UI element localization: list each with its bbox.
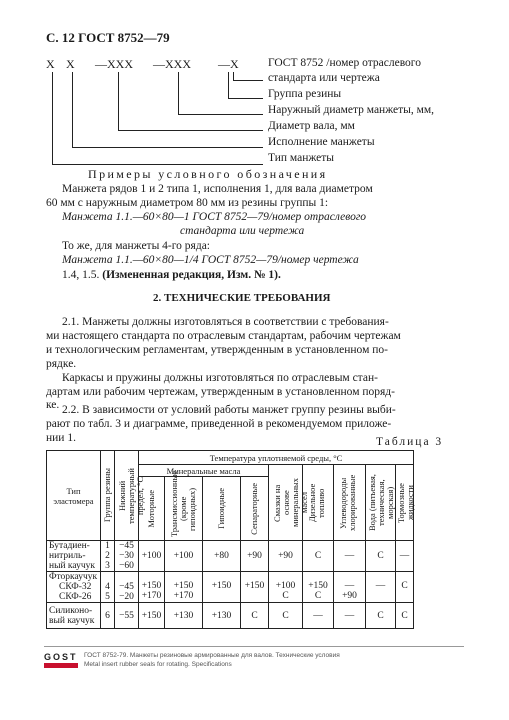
code-part-group: —X xyxy=(218,57,239,71)
table-caption: Таблица 3 xyxy=(376,436,444,448)
th-hypoid: Гипоидные xyxy=(203,477,241,541)
label-gost: ГОСТ 8752 /номер отраслевого xyxy=(268,57,421,69)
para-2-2-line-3: нии 1. xyxy=(46,432,76,444)
th-temperature: Температура уплотняемой среды, °С xyxy=(139,451,414,465)
example-line-4: стандарта или чертежа xyxy=(180,225,305,237)
example-line-1: Манжета рядов 1 и 2 типа 1, исполнения 1, для вала диаметром xyxy=(62,183,373,195)
para-2-1-line-3: и технологическим регламентам, утвержденным в установленном по- xyxy=(46,344,388,356)
code-part-execution: X xyxy=(66,57,75,71)
para-2-1-line-4: рядке. xyxy=(46,358,77,370)
th-greases: Смазки на основе минеральных масел xyxy=(269,465,303,541)
page-header: С. 12 ГОСТ 8752—79 xyxy=(46,30,170,45)
para-frames-line-1: Каркасы и пружины должны изготовляться по отраслевым стан- xyxy=(62,372,378,384)
th-water: Вода (питьевая, техническая, морская) xyxy=(366,465,396,541)
th-group: Группа резины xyxy=(101,451,115,541)
label-shaft-diameter: Диаметр вала, мм xyxy=(268,120,355,132)
para-2-1-line-2: ми настоящего стандарта по отраслевым стандартам, рабочим чертежам xyxy=(46,330,401,342)
th-brake-fluid: Тормозные жидкости xyxy=(396,465,414,541)
label-gost-2: стандарта или чертежа xyxy=(268,72,380,84)
label-execution: Исполнение манжеты xyxy=(268,136,375,148)
table-row: Силиконо- вый каучук 6 −55 +150 +130 +130 С С — — С С xyxy=(47,603,414,629)
th-separator: Сепараторные xyxy=(241,477,269,541)
th-chlorinated: Углеводороды хлорированные xyxy=(334,465,366,541)
example-line-2: 60 мм с наружным диаметром 80 мм из резины группы 1: xyxy=(46,197,329,209)
amendment-note: 1.4, 1.5. (Измененная редакция, Изм. № 1). xyxy=(62,269,281,281)
example-line-3: Манжета 1.1.—60×80—1 ГОСТ 8752—79/номер отраслевого xyxy=(62,211,367,223)
table-row: Фторкаучук СКФ-32 СКФ-26 4 5 −45 −20 +150 +170 +150 +170 +150 +150 +100 С +150 С — +90 — С xyxy=(47,572,414,603)
footer-title-en: Metal insert rubber seals for rotating. Specifications xyxy=(84,661,232,668)
para-2-2-line-2: рают по табл. 3 и диаграмме, приведенной в рекомендуемом приложе- xyxy=(46,418,392,430)
code-part-shaft: —XXX xyxy=(95,57,133,71)
example-line-5: То же, для манжеты 4-го ряда: xyxy=(62,240,210,252)
th-motor: Моторные xyxy=(139,477,165,541)
th-diesel: Дизельное топливо xyxy=(303,465,334,541)
para-frames-line-2: дартам или рабочим чертежам, утвержденным в установленном поряд- xyxy=(46,386,395,398)
th-transmission: Трансмиссионные (кроме гипоидных) xyxy=(165,477,203,541)
examples-heading: Примеры условного обозначения xyxy=(88,167,328,181)
table-3 xyxy=(46,450,414,629)
para-2-2-line-1: 2.2. В зависимости от условий работы манжет группу резины выби- xyxy=(62,404,396,416)
label-type: Тип манжеты xyxy=(268,152,335,164)
table-row: Бутадиен- нитриль- ный каучук 1 2 3 −45 −30 −60 +100 +100 +80 +90 +90 С — С — xyxy=(47,541,414,572)
gost-logo: GOST xyxy=(44,652,78,668)
label-rubber-group: Группа резины xyxy=(268,88,342,100)
footer-title-ru: ГОСТ 8752-79. Манжеты резиновые армированные для валов. Технические условия xyxy=(84,652,340,659)
th-mineral-oils: Минеральные масла xyxy=(139,465,269,477)
code-part-type: X xyxy=(46,57,55,71)
example-line-6: Манжета 1.1.—60×80—1/4 ГОСТ 8752—79/номер чертежа xyxy=(62,254,359,266)
para-2-1-line-1: 2.1. Манжеты должны изготовляться в соответствии с требования- xyxy=(62,316,389,328)
label-outer-diameter: Наружный диаметр манжеты, мм, xyxy=(268,104,435,116)
code-part-outer: —XXX xyxy=(153,57,191,71)
para-frames-line-3: ке. xyxy=(46,399,60,411)
section-title: 2. ТЕХНИЧЕСКИЕ ТРЕБОВАНИЯ xyxy=(153,292,331,304)
th-type: Тип эластомера xyxy=(47,451,101,541)
th-low-temp: Нижний температурный предел, °С xyxy=(115,451,139,541)
